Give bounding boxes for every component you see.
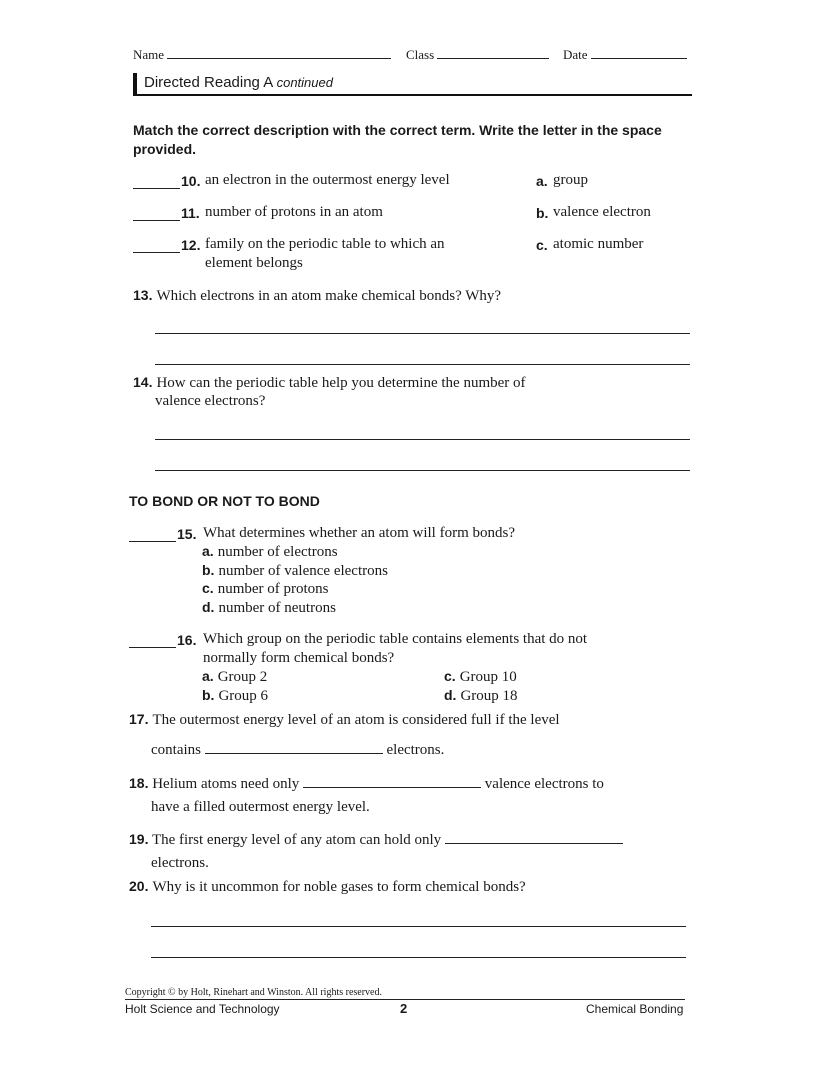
answer-line-20a[interactable] bbox=[151, 926, 686, 927]
matching-row-12 bbox=[133, 236, 693, 276]
chapter-name: Chemical Bonding bbox=[586, 1002, 684, 1016]
question-text-pre: contains bbox=[151, 742, 201, 758]
question-number: 13. bbox=[133, 287, 153, 303]
option-16a[interactable] bbox=[202, 668, 267, 686]
question-13 bbox=[133, 287, 501, 305]
copyright: Copyright © by Holt, Rinehart and Winston. All rights reserved. bbox=[125, 987, 382, 998]
option-letter: d. bbox=[444, 687, 457, 703]
section-heading: TO BOND OR NOT TO BOND bbox=[129, 493, 320, 509]
option-text: number of electrons bbox=[217, 544, 338, 560]
question-text-cont: valence electrons? bbox=[155, 393, 266, 409]
option-16c[interactable] bbox=[444, 668, 517, 686]
question-number: 15. bbox=[177, 526, 197, 542]
option-16d[interactable] bbox=[444, 687, 518, 705]
option-letter: a. bbox=[202, 543, 214, 559]
page-number: 2 bbox=[400, 1001, 408, 1016]
section-suffix: continued bbox=[276, 75, 333, 90]
term-letter: a. bbox=[536, 173, 548, 189]
title-bar-marker bbox=[133, 73, 137, 95]
question-text-cont: normally form chemical bonds? bbox=[203, 650, 395, 666]
option-text: Group 18 bbox=[460, 688, 518, 704]
question-14 bbox=[133, 374, 693, 392]
name-label: Name bbox=[133, 47, 165, 62]
option-15d[interactable] bbox=[202, 599, 336, 617]
answer-blank-10[interactable] bbox=[133, 187, 180, 189]
option-text: Group 6 bbox=[218, 688, 269, 704]
question-number: 19. bbox=[129, 831, 149, 847]
option-15b[interactable] bbox=[202, 562, 388, 580]
question-18 bbox=[129, 775, 709, 793]
instructions: Match the correct description with the correct term. Write the letter in the space provided. bbox=[133, 122, 662, 157]
matching-description: family on the periodic table to which an bbox=[205, 236, 445, 252]
matching-term: atomic number bbox=[553, 236, 644, 252]
question-number: 12. bbox=[181, 237, 201, 253]
question-text: The outermost energy level of an atom is considered full if the level bbox=[152, 712, 560, 728]
question-15 bbox=[129, 525, 689, 545]
option-text: Group 2 bbox=[217, 669, 268, 685]
answer-blank-15[interactable] bbox=[129, 540, 176, 542]
matching-term: group bbox=[553, 172, 588, 188]
question-19 bbox=[129, 831, 709, 849]
question-text: What determines whether an atom will form bonds? bbox=[203, 525, 515, 541]
page-title bbox=[144, 74, 333, 91]
question-number: 18. bbox=[129, 775, 149, 791]
question-text-post: valence electrons to bbox=[484, 776, 604, 792]
name-blank[interactable] bbox=[167, 57, 391, 59]
publisher: Holt Science and Technology bbox=[125, 1002, 280, 1016]
date-blank[interactable] bbox=[591, 57, 687, 59]
class-blank[interactable] bbox=[437, 57, 549, 59]
fill-blank-18[interactable] bbox=[303, 786, 481, 788]
section-title: Directed Reading A bbox=[144, 74, 273, 91]
question-number: 10. bbox=[181, 173, 201, 189]
question-text: How can the periodic table help you determine the number of bbox=[156, 375, 526, 391]
option-letter: b. bbox=[202, 562, 215, 578]
matching-row-11 bbox=[133, 204, 693, 224]
question-number: 16. bbox=[177, 632, 197, 648]
matching-description: number of protons in an atom bbox=[205, 204, 383, 220]
option-letter: c. bbox=[444, 668, 456, 684]
option-text: number of neutrons bbox=[218, 600, 336, 616]
question-text-pre: The first energy level of any atom can hold only bbox=[151, 832, 442, 848]
option-letter: c. bbox=[202, 580, 214, 596]
question-17 bbox=[129, 711, 709, 729]
option-15c[interactable] bbox=[202, 580, 329, 598]
matching-term: valence electron bbox=[553, 204, 651, 220]
date-label: Date bbox=[563, 47, 588, 62]
question-text-post: electrons. bbox=[386, 742, 445, 758]
matching-description-cont: element belongs bbox=[205, 255, 303, 271]
option-letter: a. bbox=[202, 668, 214, 684]
option-text: number of protons bbox=[217, 581, 329, 597]
class-field bbox=[406, 47, 549, 63]
answer-blank-11[interactable] bbox=[133, 219, 180, 221]
answer-line-14b[interactable] bbox=[155, 470, 690, 471]
option-15a[interactable] bbox=[202, 543, 338, 561]
question-17-fill bbox=[151, 742, 444, 759]
answer-line-20b[interactable] bbox=[151, 957, 686, 958]
option-text: number of valence electrons bbox=[218, 563, 388, 579]
question-20 bbox=[129, 878, 526, 896]
question-text-cont: have a filled outermost energy level. bbox=[151, 799, 370, 815]
question-text: Which group on the periodic table contains elements that do not bbox=[203, 631, 588, 647]
option-letter: b. bbox=[202, 687, 215, 703]
question-number: 20. bbox=[129, 878, 149, 894]
title-underline bbox=[133, 94, 692, 96]
answer-blank-12[interactable] bbox=[133, 251, 180, 253]
answer-line-13a[interactable] bbox=[155, 333, 690, 334]
answer-blank-16[interactable] bbox=[129, 646, 176, 648]
answer-line-14a[interactable] bbox=[155, 439, 690, 440]
question-text-cont: electrons. bbox=[151, 855, 209, 871]
term-letter: c. bbox=[536, 237, 548, 253]
answer-line-13b[interactable] bbox=[155, 364, 690, 365]
question-number: 17. bbox=[129, 711, 149, 727]
fill-blank-19[interactable] bbox=[445, 842, 623, 844]
footer-rule bbox=[125, 999, 685, 1000]
date-field bbox=[563, 47, 687, 63]
matching-description: an electron in the outermost energy level bbox=[205, 172, 450, 188]
name-field bbox=[133, 47, 391, 63]
term-letter: b. bbox=[536, 205, 549, 221]
fill-blank-17[interactable] bbox=[205, 752, 383, 754]
option-text: Group 10 bbox=[459, 669, 517, 685]
question-number: 14. bbox=[133, 374, 153, 390]
option-16b[interactable] bbox=[202, 687, 268, 705]
class-label: Class bbox=[406, 47, 435, 62]
question-text: Why is it uncommon for noble gases to form chemical bonds? bbox=[152, 879, 526, 895]
matching-row-10 bbox=[133, 172, 693, 192]
option-letter: d. bbox=[202, 599, 215, 615]
question-number: 11. bbox=[181, 205, 200, 221]
question-text: Which electrons in an atom make chemical bonds? Why? bbox=[156, 288, 502, 304]
question-text-pre: Helium atoms need only bbox=[152, 776, 300, 792]
question-16 bbox=[129, 631, 689, 651]
